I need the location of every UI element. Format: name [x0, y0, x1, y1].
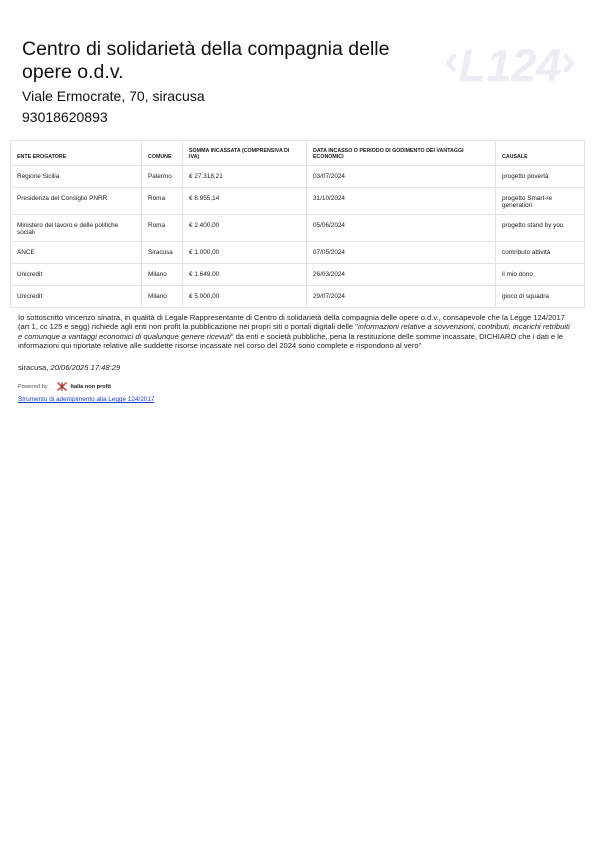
cell-comune: Milano [142, 264, 183, 286]
organization-name: Centro di solidarietà della compagnia delle opere o.d.v. [22, 38, 390, 83]
column-header-somma: SOMMA INCASSATA (COMPRENSIVA DI IVA) [183, 141, 307, 166]
column-header-data: DATA INCASSO O PERIODO DI GODIMENTO DEI VANTAGGI ECONOMICI [307, 141, 496, 166]
cell-data: 07/05/2024 [307, 242, 496, 264]
table-row [11, 242, 585, 264]
compliance-tool-link[interactable]: Strumento di adempimento alla Legge 124/2017 [18, 396, 155, 403]
cell-ente: Unicredit [11, 286, 142, 308]
cell-comune: Roma [142, 188, 183, 215]
document-header [22, 38, 442, 125]
tax-code: 93018620893 [22, 109, 108, 125]
italia-non-profit-logo [56, 382, 111, 391]
cell-comune: Palermo [142, 166, 183, 188]
table-row [11, 264, 585, 286]
cell-ente: ANCE [11, 242, 142, 264]
cell-comune: Roma [142, 215, 183, 242]
cell-data: 29/07/2024 [307, 286, 496, 308]
signature-place: siracusa, [18, 363, 51, 372]
declaration-part2: " da enti e società pubbliche, pena la restituzione delle somme incassate, DICHIARO che i dati e le informazioni qui riportate relative alle suddette risorse incassate nel corso del 2024 sono complete e rispondono al vero" [18, 331, 564, 351]
cell-causale: progetto Smart-re generation [496, 188, 585, 215]
italia-non-profit-icon [56, 382, 68, 391]
cell-somma: € 5.000,00 [183, 286, 307, 308]
signature-datetime: 20/06/2025 17:48:29 [50, 363, 121, 372]
cell-causale: contributo attività [496, 242, 585, 264]
l124-logo [446, 40, 574, 86]
cell-data: 05/06/2024 [307, 215, 496, 242]
cell-ente: Presidenza del Consiglio PNRR [11, 188, 142, 215]
cell-ente: Unicredit [11, 264, 142, 286]
cell-somma: € 8.955,14 [183, 188, 307, 215]
column-header-causale: CAUSALE [496, 141, 585, 166]
powered-by [18, 382, 111, 391]
cell-data: 03/07/2024 [307, 166, 496, 188]
cell-causale: il mio dono [496, 264, 585, 286]
cell-somma: € 2.400,00 [183, 215, 307, 242]
grants-table [10, 140, 585, 308]
cell-comune: Siracusa [142, 242, 183, 264]
cell-somma: € 1.649,00 [183, 264, 307, 286]
logo-text: L124 [458, 40, 562, 86]
cell-comune: Milano [142, 286, 183, 308]
table-row [11, 286, 585, 308]
cell-causale: gioco di squadra [496, 286, 585, 308]
table-row [11, 215, 585, 242]
cell-ente: Regione Sicilia [11, 166, 142, 188]
column-header-ente: ENTE EROGATORE [11, 141, 142, 166]
column-header-comune: COMUNE [142, 141, 183, 166]
cell-ente: Ministero del lavoro e delle politiche sociali [11, 215, 142, 242]
declaration-part1: Io sottoscritto vincenzo sinatra, in qualità di Legale Rappresentante di Centro di solidarietà della compagnia delle opere o.d.v., consapevole che la Legge 124/2017 (art 1, cc 125 e segg) richiede agli enti non profit la pubblicazione nei propri siti o portali digitali delle " [18, 313, 565, 332]
table-row [11, 188, 585, 215]
italia-non-profit-brand: Italia non profit [70, 383, 111, 390]
table-row [11, 166, 585, 188]
cell-causale: progetto stand by you [496, 215, 585, 242]
cell-data: 31/10/2024 [307, 188, 496, 215]
cell-data: 26/03/2024 [307, 264, 496, 286]
declaration-text [18, 313, 574, 351]
cell-somma: € 1.000,00 [183, 242, 307, 264]
declaration-italic: informazioni relative a sovvenzioni, contributi, incarichi retribuiti e comunque a vantaggi economici di qualunque genere ricevuti [18, 322, 570, 341]
signature-line [18, 363, 120, 372]
cell-causale: progetto povertà [496, 166, 585, 188]
cell-somma: € 27.318,21 [183, 166, 307, 188]
table-header-row [11, 141, 585, 166]
powered-by-label: Powered by [18, 383, 48, 390]
organization-address: Viale Ermocrate, 70, siracusa [22, 88, 205, 104]
